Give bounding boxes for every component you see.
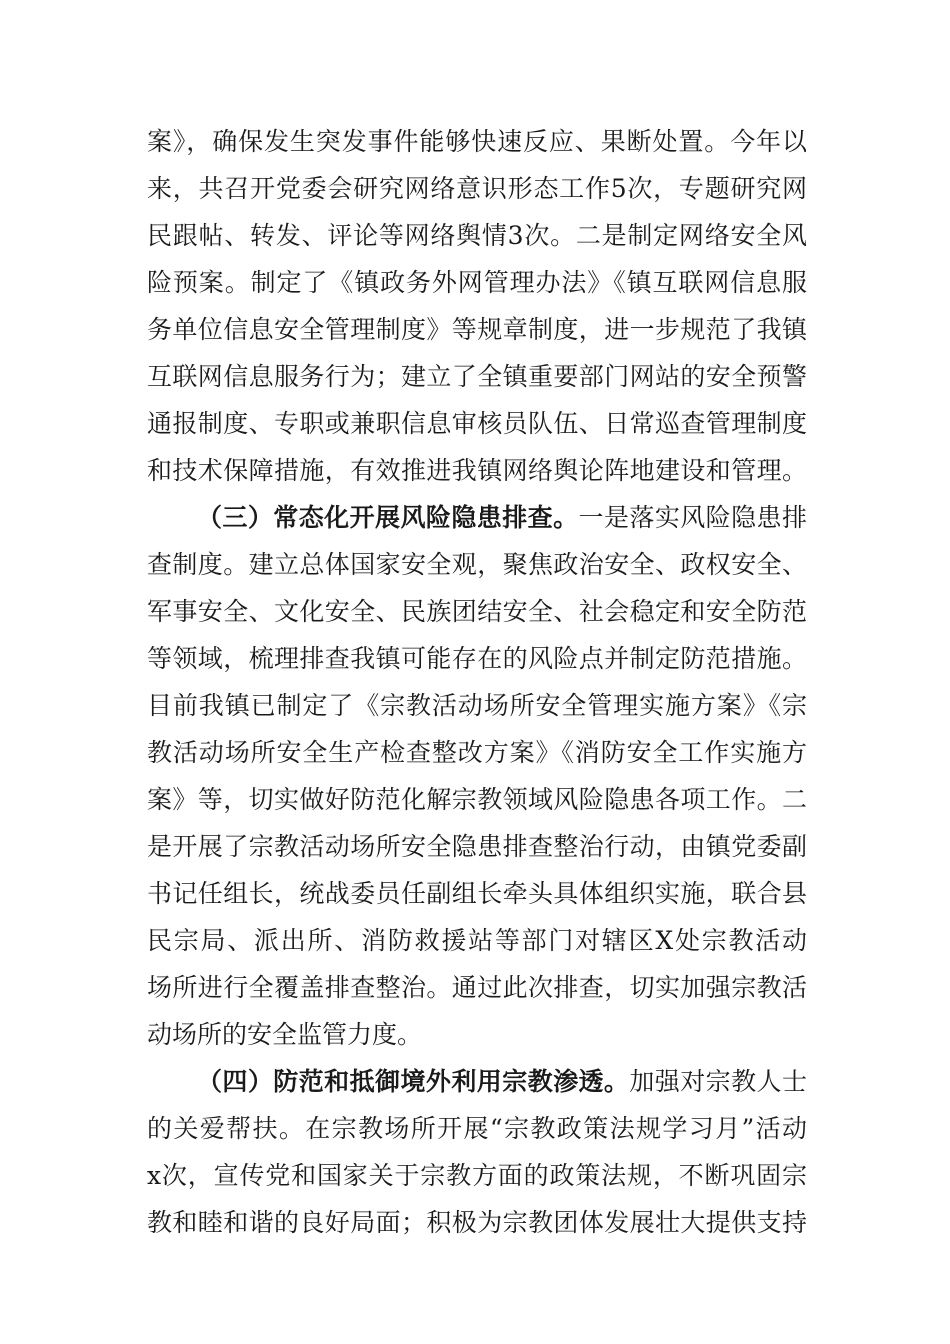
text-line: 等领域，梳理排查我镇可能存在的风险点并制定防范措施。 (147, 644, 807, 673)
text-line: 民跟帖、转发、评论等网络舆情3次。二是制定网络安全风 (147, 221, 807, 250)
section-heading-line: （四）防范和抵御境外利用宗教渗透。加强对宗教人士 (197, 1067, 807, 1096)
text-line: 查制度。建立总体国家安全观，聚焦政治安全、政权安全、 (147, 550, 807, 579)
text-line: 的关爱帮扶。在宗教场所开展“宗教政策法规学习月”活动 (147, 1114, 807, 1143)
text-line: 书记任组长，统战委员任副组长牵头具体组织实施，联合县 (147, 879, 807, 908)
text-line: 通报制度、专职或兼职信息审核员队伍、日常巡查管理制度 (147, 409, 807, 438)
text-line: 教和睦和谐的良好局面；积极为宗教团体发展壮大提供支持 (147, 1208, 807, 1237)
text-line: 和技术保障措施，有效推进我镇网络舆论阵地建设和管理。 (147, 456, 807, 485)
text-line: 动场所的安全监管力度。 (147, 1020, 423, 1049)
text-line: 来，共召开党委会研究网络意识形态工作5次，专题研究网 (147, 174, 807, 203)
text-line: 是开展了宗教活动场所安全隐患排查整治行动，由镇党委副 (147, 832, 807, 861)
text-line: 目前我镇已制定了《宗教活动场所安全管理实施方案》《宗 (147, 691, 807, 720)
text-line: 军事安全、文化安全、民族团结安全、社会稳定和安全防范 (147, 597, 807, 626)
text-line: 务单位信息安全管理制度》等规章制度，进一步规范了我镇 (147, 315, 807, 344)
text-line: x次，宣传党和国家关于宗教方面的政策法规，不断巩固宗 (147, 1161, 807, 1190)
section-heading: （三）常态化开展风险隐患排查。 (197, 503, 579, 532)
text-line: 教活动场所安全生产检查整改方案》《消防安全工作实施方 (147, 738, 807, 767)
text-line: 场所进行全覆盖排查整治。通过此次排查，切实加强宗教活 (147, 973, 807, 1002)
section-heading-line: （三）常态化开展风险隐患排查。一是落实风险隐患排 (197, 503, 807, 532)
text-line: 民宗局、派出所、消防救援站等部门对辖区X处宗教活动 (147, 926, 807, 955)
section-heading: （四）防范和抵御境外利用宗教渗透。 (197, 1067, 630, 1096)
text-line: 案》等，切实做好防范化解宗教领域风险隐患各项工作。二 (147, 785, 807, 814)
text-line: 互联网信息服务行为；建立了全镇重要部门网站的安全预警 (147, 362, 807, 391)
body-text (147, 118, 807, 1246)
text-line: 案》，确保发生突发事件能够快速反应、果断处置。今年以 (147, 127, 807, 156)
text-line: 险预案。制定了《镇政务外网管理办法》《镇互联网信息服 (147, 268, 807, 297)
